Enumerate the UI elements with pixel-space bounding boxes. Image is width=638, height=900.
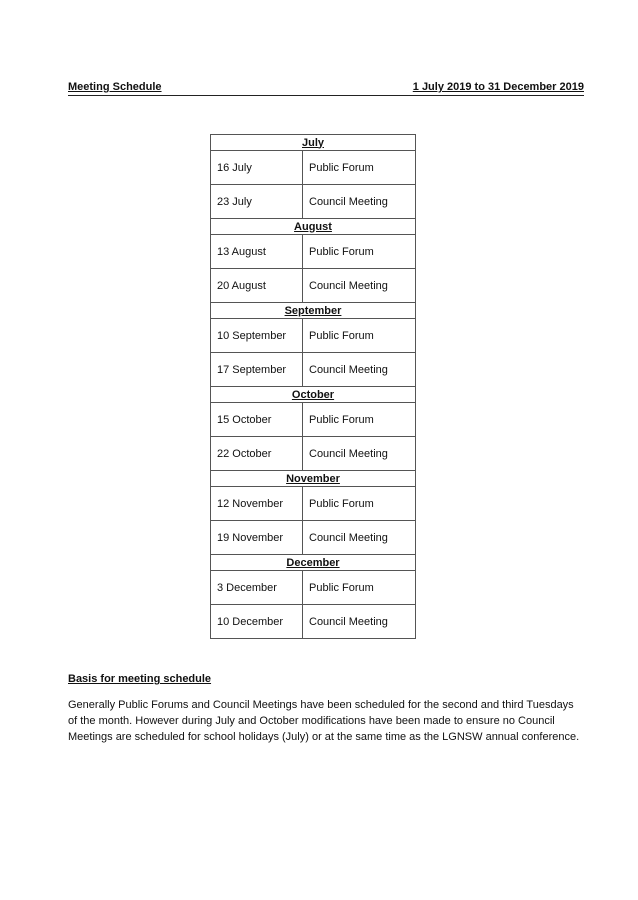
meeting-type: Council Meeting <box>303 437 416 471</box>
month-header: July <box>211 135 416 151</box>
table-row <box>211 605 416 639</box>
month-header: October <box>211 387 416 403</box>
month-header-row <box>211 555 416 571</box>
month-header-row <box>211 387 416 403</box>
meeting-date: 12 November <box>211 487 303 521</box>
table-row <box>211 151 416 185</box>
table-row <box>211 437 416 471</box>
month-header-row <box>211 471 416 487</box>
meeting-date: 16 July <box>211 151 303 185</box>
meeting-date: 13 August <box>211 235 303 269</box>
table-row <box>211 403 416 437</box>
meeting-type: Council Meeting <box>303 521 416 555</box>
meeting-type: Public Forum <box>303 319 416 353</box>
table-row <box>211 235 416 269</box>
meeting-type: Public Forum <box>303 151 416 185</box>
meeting-date: 19 November <box>211 521 303 555</box>
meeting-type: Council Meeting <box>303 353 416 387</box>
table-row <box>211 571 416 605</box>
page-title: Meeting Schedule <box>68 81 162 93</box>
basis-section-title: Basis for meeting schedule <box>68 673 212 685</box>
month-header: September <box>211 303 416 319</box>
meeting-date: 23 July <box>211 185 303 219</box>
meeting-date: 10 December <box>211 605 303 639</box>
month-header: August <box>211 219 416 235</box>
meeting-type: Public Forum <box>303 235 416 269</box>
month-header-row <box>211 135 416 151</box>
month-header-row <box>211 303 416 319</box>
meeting-type: Public Forum <box>303 571 416 605</box>
meeting-type: Council Meeting <box>303 185 416 219</box>
schedule-period: 1 July 2019 to 31 December 2019 <box>412 81 584 93</box>
meeting-type: Council Meeting <box>303 605 416 639</box>
table-row <box>211 185 416 219</box>
meeting-date: 15 October <box>211 403 303 437</box>
basis-paragraph: Generally Public Forums and Council Meetings have been scheduled for the second and third Tuesdays of the month. However during July and October modifications have been made to ensure no Council Meetings are scheduled for school holidays (July) or at the same time as the LGNSW annual conference. <box>68 699 580 743</box>
month-header: November <box>211 471 416 487</box>
month-header: December <box>211 555 416 571</box>
meeting-type: Public Forum <box>303 487 416 521</box>
meeting-date: 22 October <box>211 437 303 471</box>
meeting-date: 17 September <box>211 353 303 387</box>
table-row <box>211 487 416 521</box>
page-header <box>68 81 584 96</box>
table-row <box>211 269 416 303</box>
table-row <box>211 319 416 353</box>
meeting-date: 10 September <box>211 319 303 353</box>
meeting-type: Council Meeting <box>303 269 416 303</box>
table-row <box>211 521 416 555</box>
meeting-type: Public Forum <box>303 403 416 437</box>
meeting-date: 20 August <box>211 269 303 303</box>
table-row <box>211 353 416 387</box>
month-header-row <box>211 219 416 235</box>
meeting-date: 3 December <box>211 571 303 605</box>
meeting-schedule-table <box>210 134 416 639</box>
